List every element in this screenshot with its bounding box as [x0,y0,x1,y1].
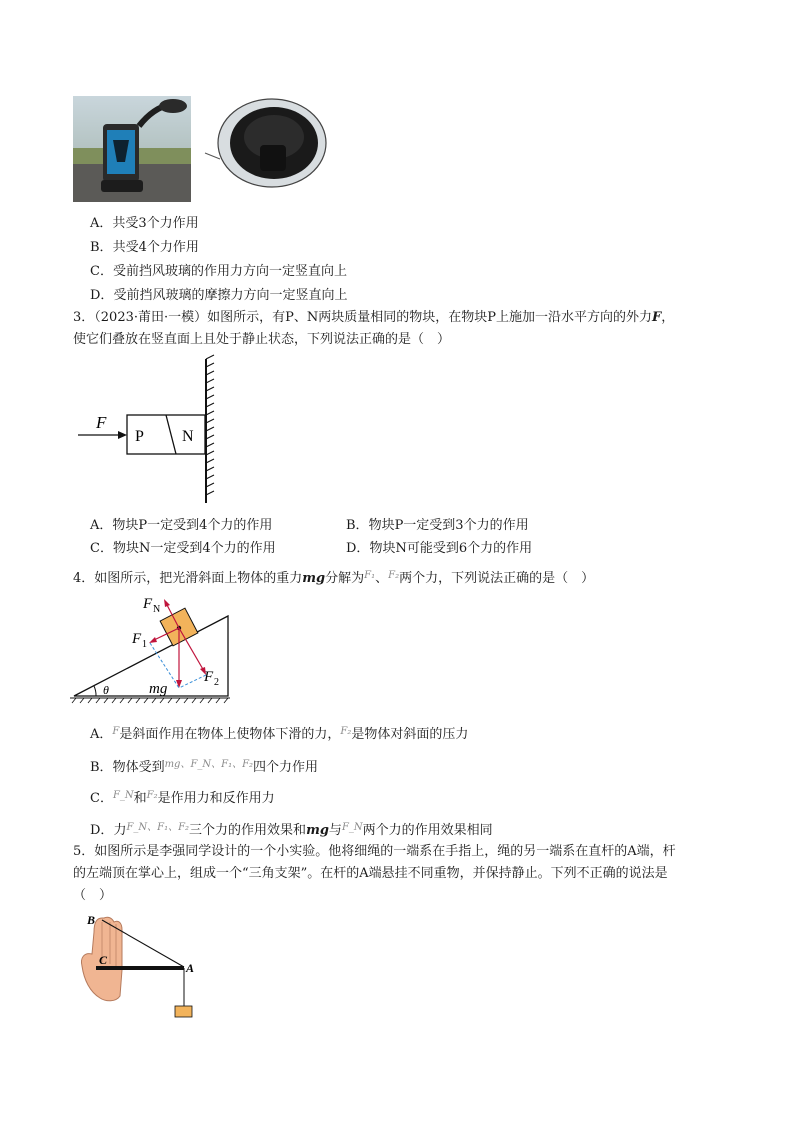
force-symbols: F_N、F₁、F₂ [126,822,190,833]
suction-cup-zoom [200,97,330,189]
q3-force-symbol: F [652,310,662,325]
q3-stem-line1 [73,306,674,330]
q4-option-c[interactable] [90,787,275,806]
q4-mg-label: mg [149,681,168,697]
q2-option-a[interactable] [90,212,199,231]
option-text: 和 [133,791,147,806]
q5-label-a: A [186,961,195,975]
q4-option-b[interactable] [90,755,318,775]
option-text-2: 三个力的作用效果和 [189,823,307,838]
option-text: 物块N一定受到4个力的作用 [112,541,276,556]
option-text: 受前挡风玻璃的摩擦力方向一定竖直向上 [113,288,348,303]
option-letter: C． [90,791,113,806]
option-text-3: 与 [328,823,342,838]
q4-f2-symbol: F₂ [388,570,400,581]
q4-f2-label: F [204,669,214,685]
option-letter: B． [346,518,369,533]
q5-answer-brackets: （ ） [73,888,113,903]
q4-fn-label: F [143,596,153,612]
fn-symbol: F_N [341,822,363,833]
q3-stem-text2: 使它们叠放在竖直面上且处于静止状态，下列说法正确的是（ ） [73,332,451,347]
q2-option-c[interactable] [90,260,347,279]
option-text: 物体受到 [112,760,165,775]
q3-block-p-label: P [135,428,144,445]
q4-stem [73,564,594,591]
option-text: 力 [113,823,127,838]
q3-option-c[interactable] [90,537,276,556]
q4-separator: 、 [375,571,389,586]
q3-figure [70,355,230,505]
f2-symbol: F₂ [146,790,158,801]
q3-stem-line2 [73,328,450,352]
option-text: 物块P一定受到4个力的作用 [112,518,273,533]
option-letter: A． [90,518,113,533]
option-letter: B． [90,760,113,775]
q2-option-d[interactable] [90,284,347,303]
option-text: 是斜面作用在物体上使物体下滑的力， [119,727,341,742]
q5-stem-text: 5．如图所示是李强同学设计的一个小实验。他将细绳的一端系在手指上，绳的另一端系在直杆的A端，杆 [73,844,676,859]
option-text: 受前挡风玻璃的作用力方向一定竖直向上 [112,264,347,279]
suction-cup-zoom-art [200,97,330,189]
fn-symbol: F_N [112,790,134,801]
q5-stem-line2 [73,862,668,886]
q4-mg-symbol: mg [302,571,326,586]
option-letter: A． [90,727,113,742]
option-letter: A． [90,216,113,231]
option-text: 共受3个力作用 [112,216,199,231]
option-letter: B． [90,240,113,255]
option-letter: C． [90,541,113,556]
option-text: 共受4个力作用 [112,240,199,255]
option-letter: C． [90,264,113,279]
option-text-2: 是作用力和反作用力 [157,791,275,806]
mg-symbol: mg [306,823,329,838]
q5-figure [74,910,204,1022]
q5-label-c: C [99,953,108,967]
q4-f1-sub: 1 [142,639,147,650]
q3-stem-text: 3．（2023·莆田·一模）如图所示，有P、N两块质量相同的物块，在物块P上施加一沿水平方向的外力 [73,310,652,325]
option-letter: D． [90,823,114,838]
q3-option-b[interactable] [346,514,529,533]
option-text: 物块P一定受到3个力的作用 [368,518,529,533]
phone-holder-photo-art [73,96,191,202]
q2-option-b[interactable] [90,236,199,255]
q3-block-n-label: N [182,428,194,445]
q4-f2-sub: 2 [214,677,219,688]
q4-stem-text-c: 两个力，下列说法正确的是（ ） [399,571,595,586]
option-text: 物块N可能受到6个力的作用 [369,541,533,556]
option-text-2: 四个力作用 [253,760,319,775]
force-symbols: mg、F_N、F₁、F₂ [164,759,254,770]
f2-symbol: F₂ [340,726,352,737]
f1-symbol: F [112,726,120,737]
q3-option-d[interactable] [346,537,532,556]
q3-option-a[interactable] [90,514,272,533]
option-letter: D． [90,288,114,303]
q4-stem-text-b: 分解为 [325,571,365,586]
q5-label-b: B [87,913,96,927]
option-text-2: 是物体对斜面的压力 [351,727,469,742]
q3-stem-comma: ， [661,310,675,325]
q4-f1-label: F [132,631,142,647]
q5-stem-line3 [73,884,112,908]
q4-stem-text: 4．如图所示，把光滑斜面上物体的重力 [73,571,303,586]
q4-option-d[interactable] [90,818,493,838]
q4-fn-sub: N [153,604,161,615]
option-text-4: 两个力的作用效果相同 [362,823,493,838]
q5-stem-text2: 的左端顶在掌心上，组成一个“三角支架”。在杆的A端悬挂不同重物，并保持静止。下列不正确的说法是 [73,866,668,881]
q4-figure [70,590,235,705]
q3-force-label: F [96,413,107,432]
phone-holder-photo [73,96,191,202]
q4-f1-symbol: F₁ [364,570,376,581]
q4-theta-label: θ [103,683,109,697]
option-letter: D． [346,541,370,556]
q4-option-a[interactable] [90,723,468,742]
q5-stem-line1 [73,840,676,864]
